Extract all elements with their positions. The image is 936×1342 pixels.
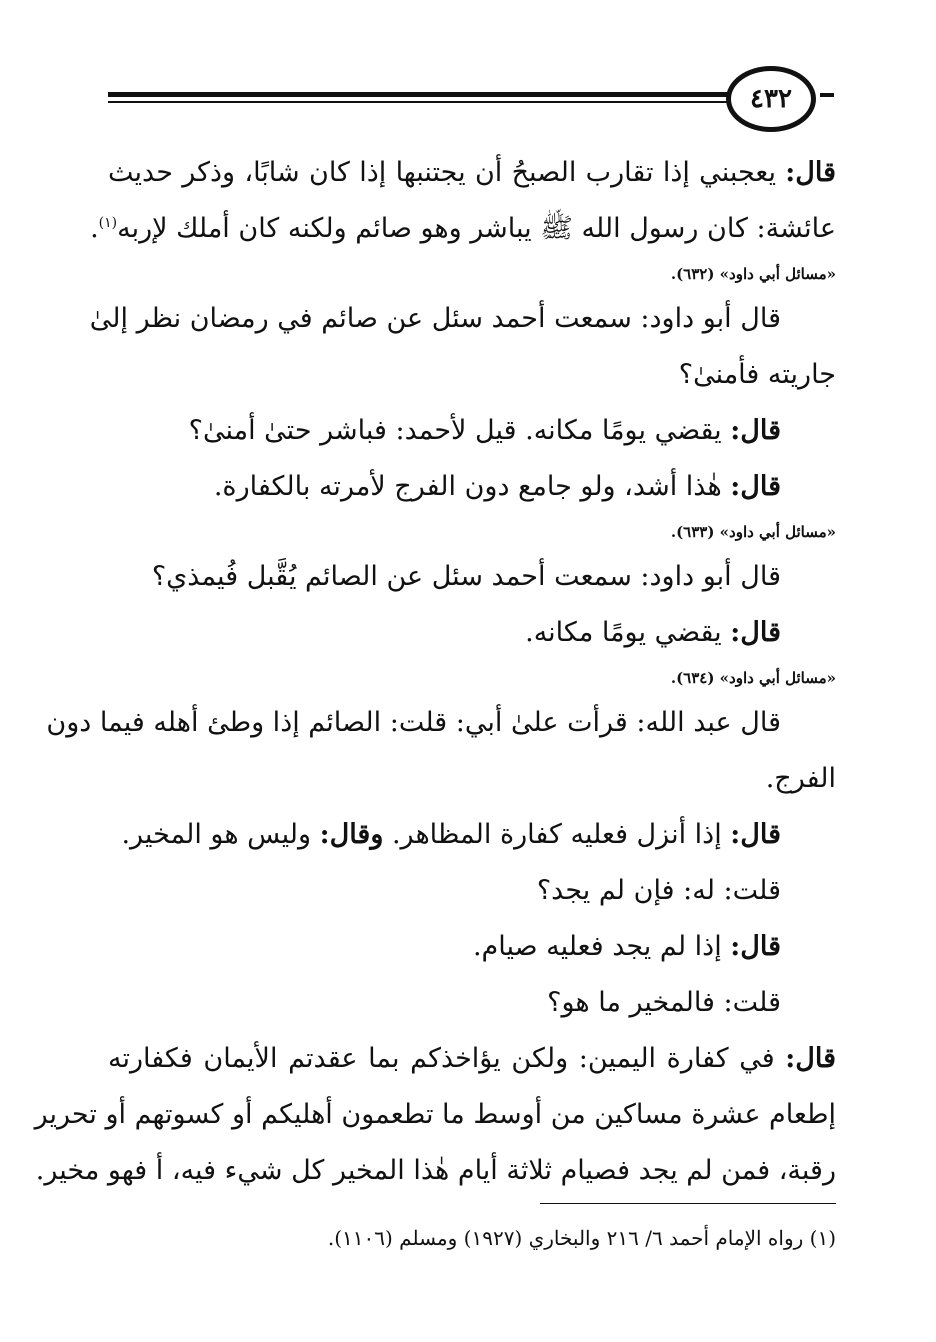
source-citation: «مسائل أبي داود» (٦٣٣).: [670, 523, 836, 541]
speaker-label: قال:: [785, 1043, 836, 1074]
text-line: قال: في كفارة اليمين: ولكن يؤاخذكم بما عقدتم الأيمان فكفارته: [108, 1043, 836, 1074]
text-line: رقبة، فمن لم يجد فصيام ثلاثة أيام هٰذا المخير كل شيء فيه، أ فهو مخير.: [35, 1155, 836, 1186]
text-line: قال: يقضي يومًا مكانه.: [525, 617, 781, 648]
text-line: جاريته فأمنىٰ؟: [678, 359, 836, 390]
header-rule-end: [820, 93, 834, 97]
footnote-separator: [540, 1203, 836, 1204]
speaker-label: قال:: [730, 415, 781, 446]
text-line: قلت: له: فإن لم يجد؟: [536, 875, 781, 906]
header-rule: [108, 92, 730, 97]
text-line: قال أبو داود: سمعت أحمد سئل عن صائم في رمضان نظر إلىٰ: [89, 303, 781, 334]
text-line: قلت: فالمخير ما هو؟: [547, 987, 781, 1018]
source-citation: «مسائل أبي داود» (٦٣٤).: [670, 669, 836, 687]
header-rule-thin: [108, 101, 730, 103]
text-line: الفرج.: [765, 763, 836, 794]
speaker-label: قال:: [730, 471, 781, 502]
page-body: [34, 145, 836, 1199]
text-line: قال عبد الله: قرأت علىٰ أبي: قلت: الصائم إذا وطئ أهله فيما دون: [46, 707, 781, 738]
text-line: إطعام عشرة مساكين من أوسط ما تطعمون أهليكم أو كسوتهم أو تحرير: [34, 1099, 836, 1130]
text-line: قال: هٰذا أشد، ولو جامع دون الفرج لأمرته بالكفارة.: [213, 471, 781, 502]
text-line: قال: يقضي يومًا مكانه. قيل لأحمد: فباشر حتىٰ أمنىٰ؟: [188, 415, 781, 446]
text-line: عائشة: كان رسول الله ﷺ يباشر وهو صائم ولكنه كان أملك لإربه$^{(١)}$.: [90, 213, 836, 244]
text-line: قال: يعجبني إذا تقارب الصبحُ أن يجتنبها إذا كان شابًا، وذكر حديث: [108, 157, 836, 188]
source-citation: «مسائل أبي داود» (٦٣٢).: [670, 265, 836, 283]
speaker-label: قال:: [785, 157, 836, 188]
page-number: ٤٣٢: [726, 66, 816, 132]
text-line: قال: إذا أنزل فعليه كفارة المظاهر. وقال: وليس هو المخير.: [121, 819, 781, 850]
page-header: [0, 0, 936, 160]
text-line: قال: إذا لم يجد فعليه صيام.: [472, 931, 781, 962]
speaker-label: قال:: [730, 617, 781, 648]
speaker-label: قال:: [730, 819, 781, 850]
speaker-label: وقال:: [319, 819, 384, 850]
footnote-ref: (١): [98, 215, 118, 231]
footnote: (١) رواه الإمام أحمد ٦/ ٢١٦ والبخاري (١٩٢٧) ومسلم (١١٠٦).: [327, 1226, 836, 1250]
speaker-label: قال:: [730, 931, 781, 962]
text-line: قال أبو داود: سمعت أحمد سئل عن الصائم يُقَّبل فُيمذي؟: [151, 561, 781, 592]
